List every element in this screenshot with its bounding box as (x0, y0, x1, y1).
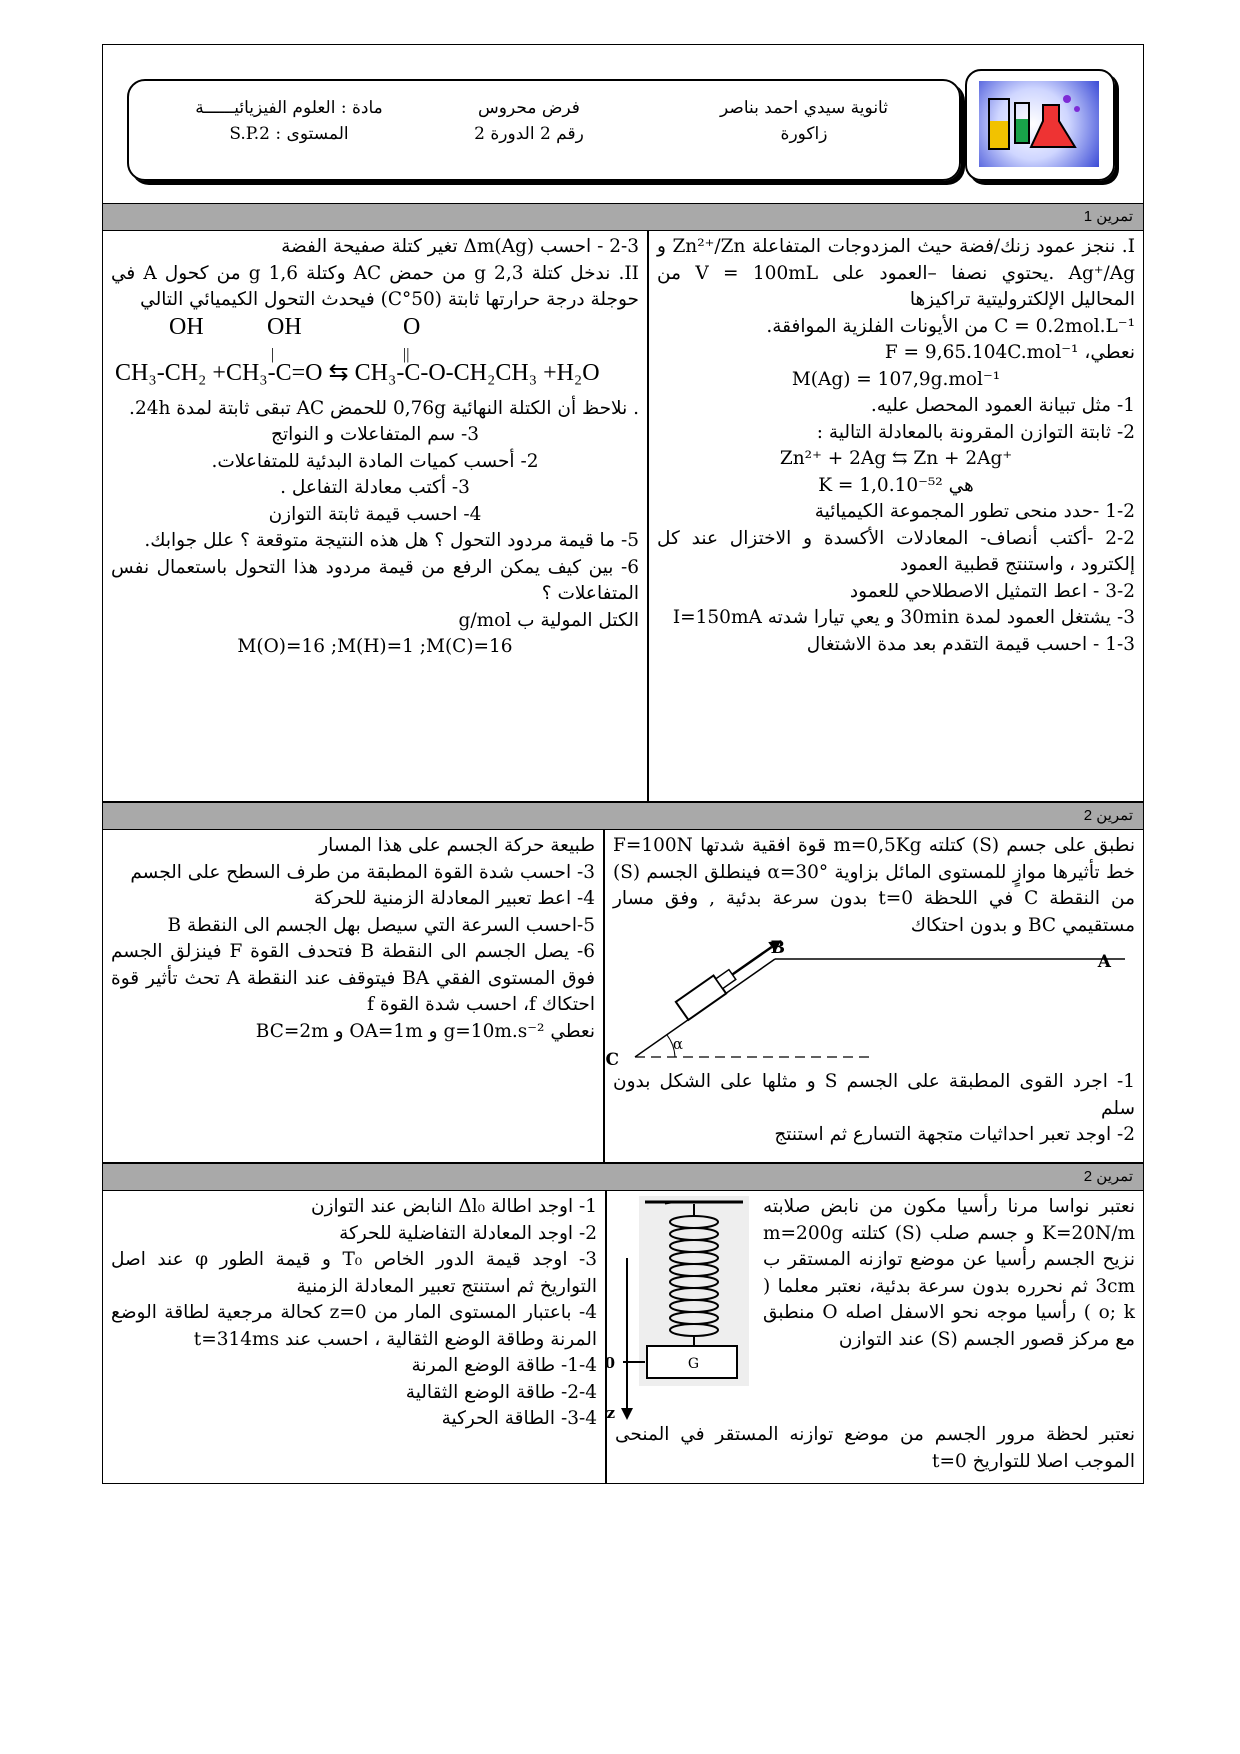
ex2-text: 4- اعط تعبير المعادلة الزمنية للحركة (313, 888, 595, 909)
ex3-text: نعتبر نواسا مرنا رأسيا مكون من نابض صلابته K=20N/m و جسم صلب (S) كتلته m=200g نزيح الجسم رأسيا عن موضع توازنه المستقر ب 3cm ثم نحرره بدون سرعة بدئية، نعتبر معلما ( o; k ) رأسيا موجه نحو الاسفل اصله O منطبق مع مركز قصور الجسم (S) عند التوازن (763, 1196, 1135, 1350)
spring-oscillator-figure (604, 1196, 755, 1422)
ex1-text: I. ننجز عمود زنك/فضة حيث المزدوجات المتفاعلة ‎Zn²⁺/Zn‎ و ‎Ag⁺/Ag‎ .يحتوي نصفا –العمود على ‎V = 100mL‎ من المحاليل الإلكتروليتية تراكيزها (657, 236, 1135, 310)
ex1-text: 1-3 - احسب قيمة التقدم بعد مدة الاشتغال (806, 633, 1135, 655)
ex1-text: 3-2 - اعط التمثيل الاصطلاحي للعمود (849, 580, 1135, 602)
ex1-text: 2- ثابتة التوازن المقرونة بالمعادلة التالية : (816, 421, 1135, 443)
ex1-text: C = 0.2mol.L⁻¹ من الأيونات الفلزية الموافقة. (766, 315, 1135, 337)
ex2-text: نعطي g=10m.s⁻² و OA=1m و BC=2m (255, 1020, 595, 1042)
subject-block (169, 95, 409, 147)
ex1-text: 6- بين كيف يمكن الرفع من قيمة مردود هذا التحول باستعمال نفس المتفاعلات ؟ (111, 556, 639, 604)
logo-frame (965, 69, 1115, 181)
ex1-text: 3- أكتب معادلة التفاعل . (280, 477, 470, 498)
bond-line: | (271, 345, 275, 363)
ex3-text: 1- اوجد اطالة ‎Δl₀‎ النابض عند التوازن (310, 1196, 597, 1217)
exercise-2 (102, 830, 1144, 1163)
exercise-3 (102, 1191, 1144, 1484)
esterification-equation (111, 314, 639, 396)
ex3-text: 3- اوجد قيمة الدور الخاص ‎T₀‎ و قيمة الطور φ عند اصل التواريخ ثم استنتج تعبير المعادلة الزمنية (111, 1249, 597, 1297)
oh-group-2: OH (267, 313, 302, 340)
ex1-text: 1- مثل تبيانة العمود المحصل عليه. (870, 395, 1135, 416)
exercise-2-bar: تمرين 2 (102, 802, 1144, 830)
ex1-text: . نلاحظ أن الكتلة النهائية ‎0,76g‎ للحمض AC تبقى ثابتة لمدة 24h. (129, 397, 639, 419)
ex2-text: 6- يصل الجسم الى النقطة B فتحدف القوة F فينزلق الجسم فوق المستوى الفقي BA فيتوقف عند النقطة A تحث تأثير قوة احتكاك f، احسب شدة القوة f (111, 941, 596, 1015)
ex3-text: نعتبر لحظة مرور الجسم من موضع توازنه المستقر في المنحى الموجب اصلا للتواريخ t=0 (615, 1424, 1135, 1472)
subject-label: مادة : العلوم الفيزيائيــــــة (195, 98, 383, 118)
exam-title: فرض محروس (478, 98, 580, 118)
center-g-label: G (687, 1356, 699, 1372)
city-name: زاكورة (780, 124, 828, 144)
ex2-text: طبيعة حركة الجسم على هذا المسار (319, 835, 595, 856)
z-axis-label: z (606, 1404, 615, 1422)
level-label: المستوى : S.P.2 (229, 124, 349, 144)
exercise-1 (102, 231, 1144, 802)
ex1-text: 2-2 -أكتب أنصاف- المعادلات الأكسدة و الاختزال عند كل إلكترود ، واستنتج قطبية العمود (657, 527, 1135, 575)
exam-sheet (102, 44, 1144, 1484)
ex2-text: 2- اوجد تعبر احداثيات متجهة التسارع ثم استنتج (774, 1124, 1135, 1145)
ex1-molar-masses: M(O)=16 ;M(H)=1 ;M(C)=16 (237, 636, 513, 657)
school-name: ثانوية سيدي احمد بناصر (720, 98, 888, 118)
ex1-text: نعطي، ‎F = 9,65.104C.mol⁻¹ (884, 342, 1135, 363)
ex1-text: 5- ما قيمة مردود التحول ؟ هل هذه النتيجة متوقعة ؟ علل جوابك. (144, 530, 639, 551)
z-axis-arrow (621, 1408, 633, 1420)
ex1-text: M(Ag) = 107,9g.mol⁻¹ (791, 368, 1001, 390)
exercise-1-bar: تمرين 1 (102, 203, 1144, 231)
ex1-text: الكتل المولية ب g/mol (458, 609, 639, 631)
exam-header (102, 44, 1144, 203)
reaction-line: CH₃-CH₂ +CH₃-C=O ⇆ CH₃-C-O-CH₂CH₃ +H₂O (115, 359, 600, 386)
ex1-text: 4- احسب قيمة ثابتة التوازن (268, 503, 482, 525)
exercise-1-left-column (103, 231, 647, 801)
ex3-text: 3-4- الطاقة الحركية (441, 1408, 597, 1429)
chemistry-flask-icon (979, 81, 1099, 167)
ex3-text: 2- اوجد المعادلة التفاضلية للحركة (339, 1222, 597, 1244)
o-group: O (403, 313, 421, 340)
ex2-text: 1- اجرد القوى المطبقة على الجسم S و مثلها على الشكل بدون سلم (613, 1071, 1135, 1119)
bond-double: || (403, 345, 410, 363)
ex1-text: 1-2 -حدد منحى تطور المجموعة الكيميائية (814, 501, 1135, 522)
alpha-label: α (672, 1035, 683, 1053)
exercise-1-right-column (649, 231, 1143, 801)
ex1-text: 2-3 - احسب ‎Δm(Ag)‎ تغير كتلة صفيحة الفضة (281, 236, 639, 257)
oh-group-1: OH (169, 313, 204, 340)
exercise-2-right-column (605, 830, 1143, 1162)
exercise-3-right-column (604, 1191, 1143, 1483)
exam-block (419, 95, 639, 147)
ex3-text: 4- باعتبار المستوى المار من z=0 كحالة مرجعية لطاقة الوضع المرنة وطاقة الوضع الثقالية ، احسب عند t=314ms (111, 1302, 597, 1350)
ex3-text: 1-4- طاقة الوضع المرنة (411, 1355, 597, 1376)
exercise-2-left-column (103, 830, 603, 1162)
ex1-text: 2- أحسب كميات المادة البدئية للمتفاعلات. (211, 450, 539, 472)
ex2-text: نطبق على جسم (S) كتلته m=0,5Kg قوة افقية شدتها F=100N خط تأثيرها موازٍ للمستوى المائل بزاوية α=30° فينطلق الجسم (S) من النقطة C في اللحظة t=0 بدون سرعة بدئية , وفق مسار مستقيمي BC و بدون احتكاك (613, 835, 1136, 936)
exercise-3-left-column (103, 1191, 605, 1483)
exercise-3-bar: تمرين 2 (102, 1163, 1144, 1191)
ex1-text: هي ‎K = 1,0.10⁻⁵² (818, 474, 974, 496)
ex2-text: 5-احسب السرعة التي سيصل بهل الجسم الى النقطة B (167, 914, 595, 936)
point-b-label: B (770, 938, 785, 958)
ex3-text: 2-4- طاقة الوضع الثقالية (405, 1381, 597, 1403)
ex1-equation: Zn²⁺ + 2Ag ⇆ Zn + 2Ag⁺ (779, 448, 1013, 469)
point-a-label: A (1097, 952, 1111, 972)
point-c-label: C (605, 1050, 619, 1070)
exam-number: رقم 2 الدورة 2 (474, 124, 584, 144)
origin-label: 0 (604, 1354, 615, 1372)
header-info-box (127, 79, 961, 181)
ex1-text: II. ندخل كتلة g 2,3 من حمض AC وكتلة 1,6 g من كحول A في حوجلة درجة حرارتها ثابتة (50°C) فيحدث التحول الكيميائي التالي (111, 262, 639, 310)
ex1-text: 3- يشتغل العمود لمدة 30min و يعي تيارا شدته I=150mA (672, 607, 1135, 628)
school-block (669, 95, 939, 147)
inclined-plane-figure (605, 938, 1135, 1070)
ex2-text: 3- احسب شدة القوة المطبقة من طرف السطح على الجسم (130, 861, 595, 883)
ex1-text: 3- سم المتفاعلات و النواتج (271, 424, 479, 445)
